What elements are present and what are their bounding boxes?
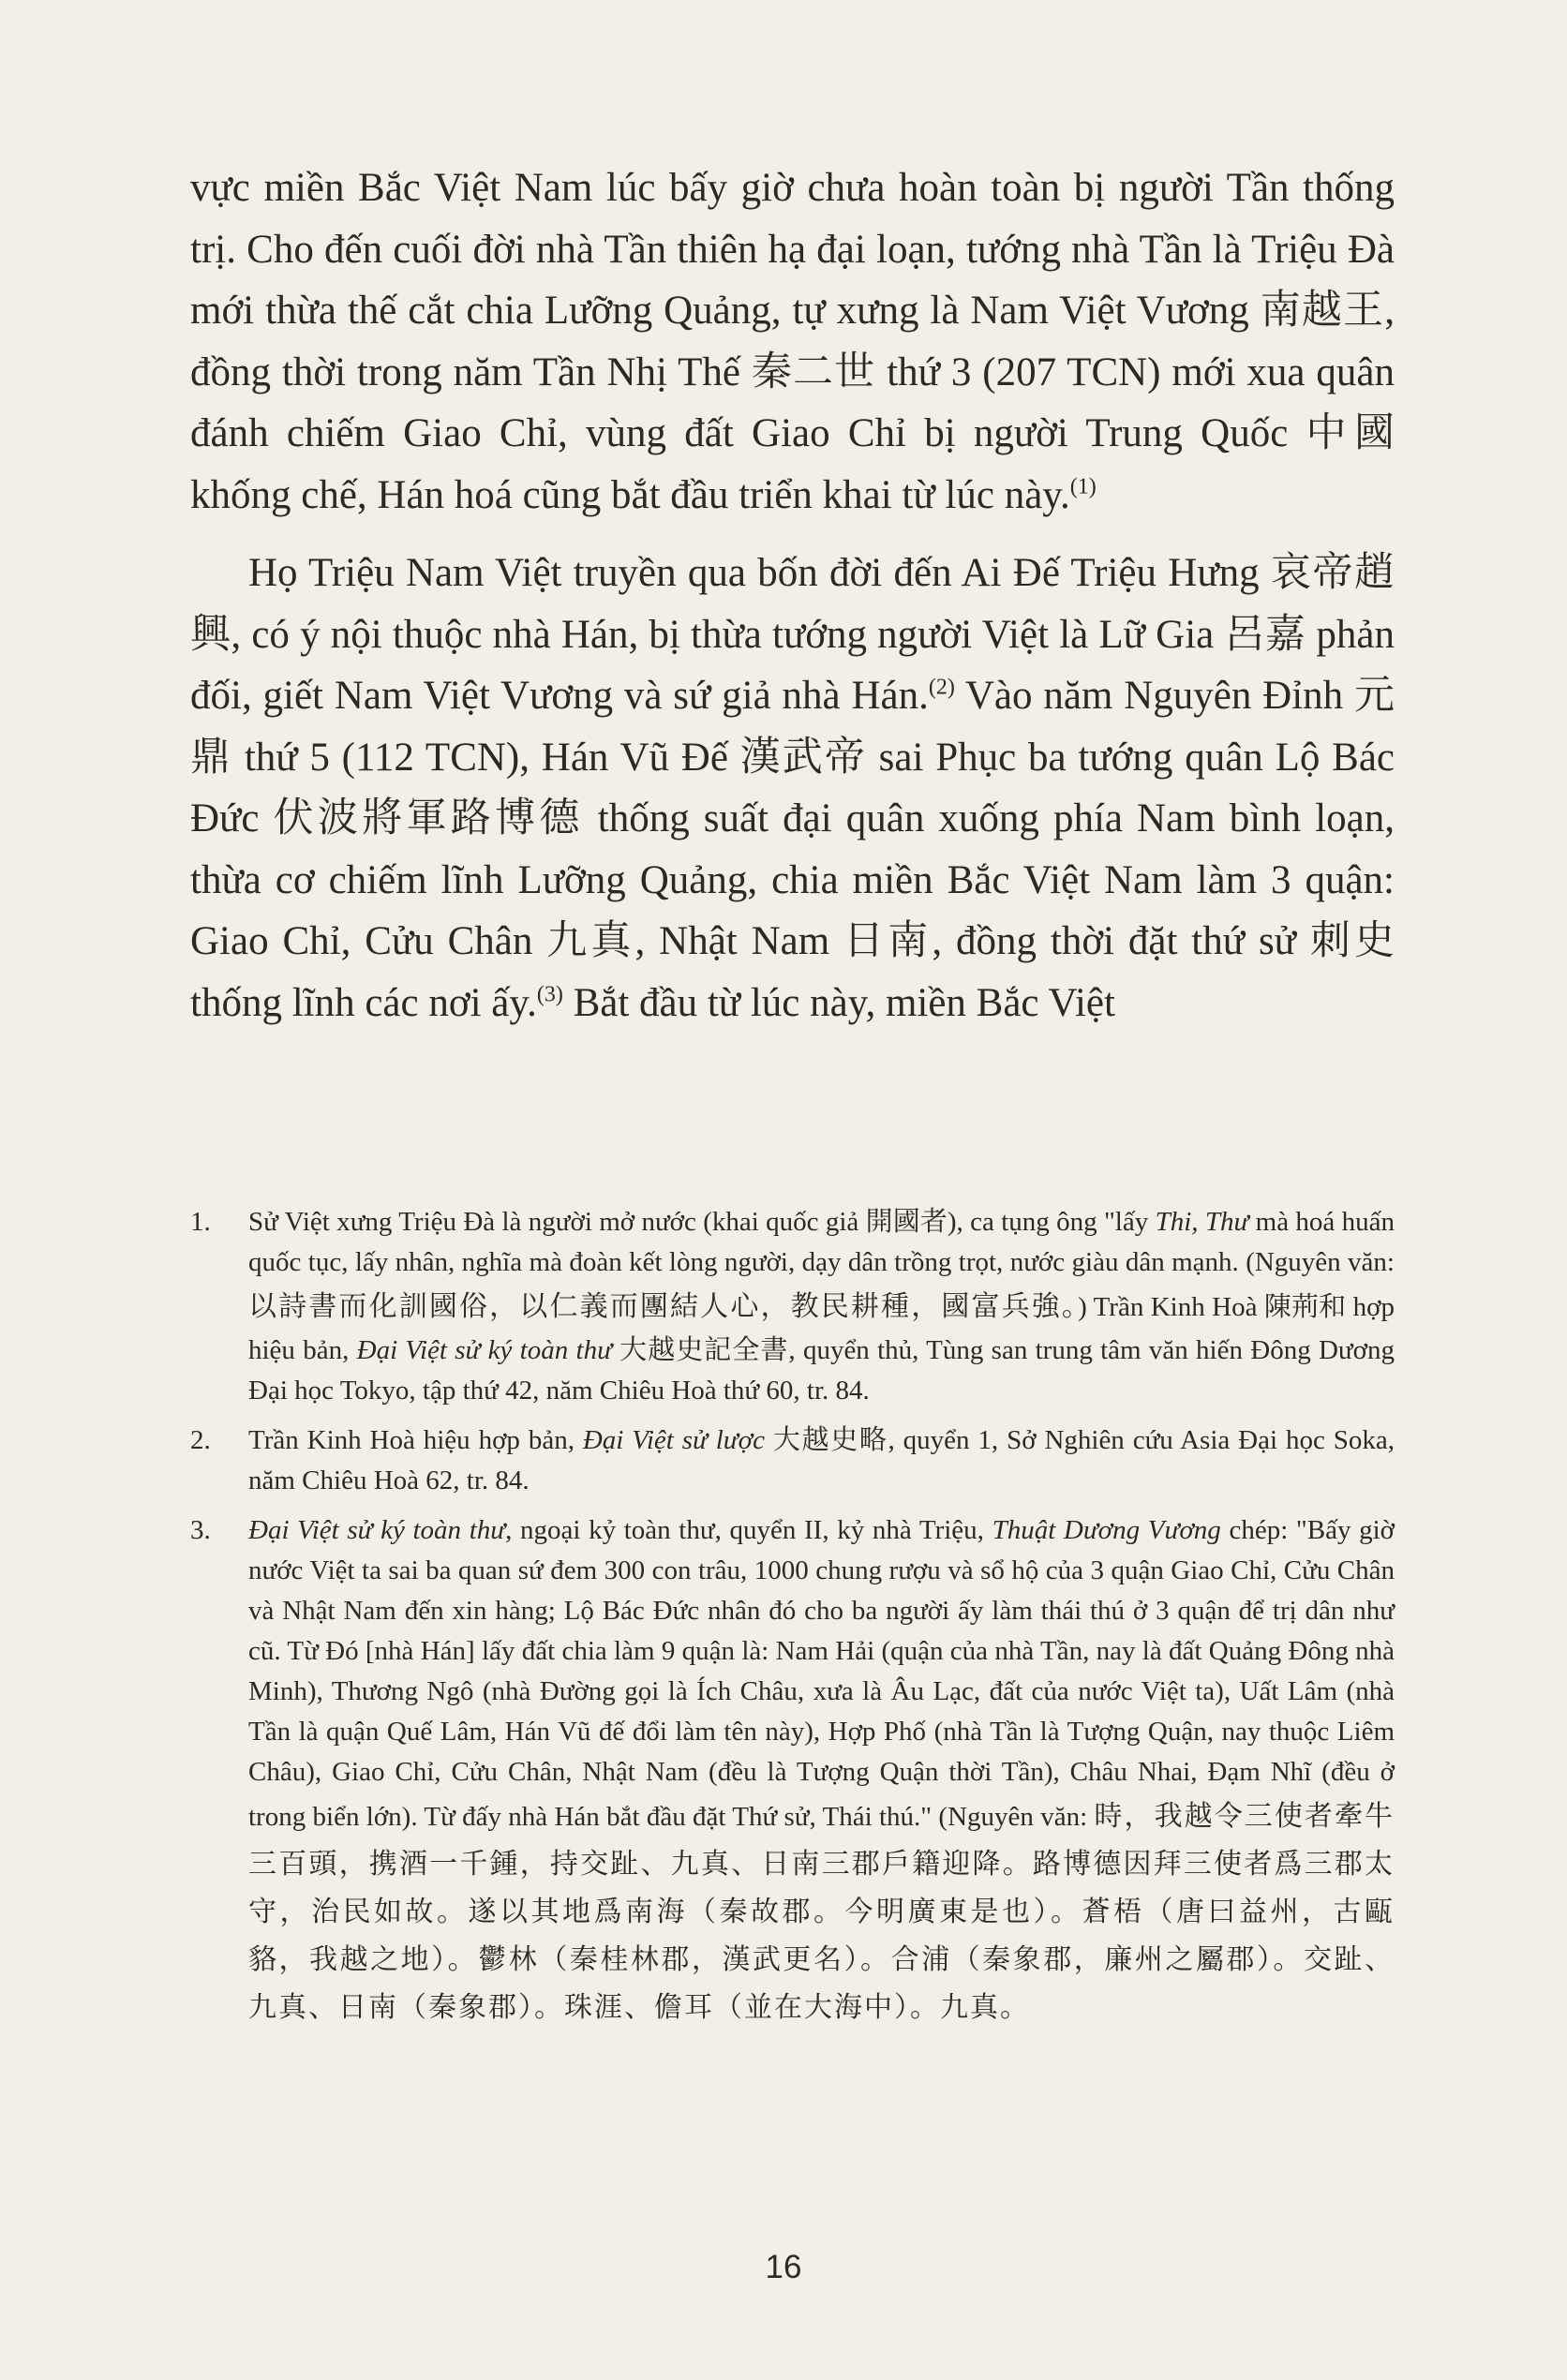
footnote-text: 大越史略, quyển 1, Sở Nghiên cứu Asia Đại học Soka, năm Chiêu Hoà 62, tr. 84. [248, 1425, 1395, 1495]
footnote-italic: Thuật Dương Vương [992, 1515, 1221, 1545]
paragraph-1 [190, 157, 1395, 526]
footnote-italic: Đại Việt sử lược [582, 1425, 765, 1455]
footnote-number: 2. [190, 1425, 211, 1455]
footnotes [190, 1202, 1395, 2041]
footnote-italic: Thi, Thư [1155, 1207, 1249, 1237]
footnote-ref-3: (3) [536, 982, 563, 1007]
footnote-text: Trần Kinh Hoà hiệu hợp bản, [248, 1425, 583, 1455]
footnote-1 [190, 1202, 1395, 1411]
footnote-text: 大越史記全書, quyển thủ, Tùng san trung tâm văn hiến Đông Dương Đại học Tokyo, tập thứ 42, năm Chiêu Hoà thứ 60, tr. 84. [248, 1335, 1395, 1406]
page-number: 16 [765, 2249, 802, 2285]
footnote-italic: Đại Việt sử ký toàn thư [248, 1515, 506, 1545]
footnote-number: 1. [190, 1207, 211, 1237]
footnote-text: , ngoại kỷ toàn thư, quyển II, kỷ nhà Triệu, [505, 1515, 992, 1545]
footnote-italic: Đại Việt sử ký toàn thư [356, 1335, 612, 1365]
footnote-original-text: 時，我越令三使者牽牛三百頭，携酒一千鍾，持交趾、九真、日南三郡戶籍迎降。路博德因拜三使者爲三郡太守，治民如故。遂以其地爲南海（秦故郡。今明廣東是也）。蒼梧（唐曰益州，古甌貉，我越之地）。鬱林（秦桂林郡，漢武更名）。合浦（秦象郡，廉州之屬郡）。交趾、九真、日南（秦象郡）。珠涯、儋耳（並在大海中）。九真。 [248, 1800, 1395, 2024]
paragraph-2 [190, 543, 1395, 1034]
footnote-text: chép: "Bấy giờ nước Việt ta sai ba quan sứ đem 300 con trâu, 1000 chung rượu và sổ hộ của 3 quận Giao Chỉ, Cửu Chân và Nhật Nam đến xin hàng; Lộ Bác Đức nhân đó cho ba người ấy làm thái thú ở 3 quận để trị dân như cũ. Từ Đó [nhà Hán] lấy đất chia làm 9 quận là: Nam Hải (quận của nhà Tần, nay là đất Quảng Đông nhà Minh), Thương Ngô (nhà Đường gọi là Ích Châu, xưa là Âu Lạc, đất của nước Việt ta), Uất Lâm (nhà Tần là quận Quế Lâm, Hán Vũ đế đổi làm tên này), Hợp Phố (nhà Tần là Tượng Quận, nay thuộc Liêm Châu), Giao Chỉ, Cửu Chân, Nhật Nam (đều là Tượng Quận thời Tần), Châu Nhai, Đạm Nhĩ (đều ở trong biển lớn). Từ đấy nhà Hán bắt đầu đặt Thứ sử, Thái thú." (Nguyên văn: [248, 1515, 1395, 1832]
footnote-3 [190, 1510, 1395, 2031]
main-text [190, 157, 1395, 1034]
footnote-text: ) Trần Kinh Hoà 陳荊和 hợp hiệu bản, [248, 1292, 1395, 1365]
footnote-number: 3. [190, 1515, 211, 1545]
footnote-ref-2: (2) [928, 675, 955, 700]
footnote-2 [190, 1421, 1395, 1501]
footnote-text: mà hoá huấn quốc tục, lấy nhân, nghĩa mà đoàn kết lòng người, dạy dân trồng trọt, nước giàu dân mạnh. (Nguyên văn: [248, 1207, 1395, 1277]
paragraph-2-text-c: Bắt đầu từ lúc này, miền Bắc Việt [562, 980, 1115, 1025]
footnote-ref-1: (1) [1069, 474, 1097, 499]
footnote-original-text: 以詩書而化訓國俗，以仁義而團結人心，教民耕種，國富兵強。 [248, 1290, 1079, 1323]
paragraph-2-text-a: Họ Triệu Nam Việt truyền qua bốn đời đến Ai Đế Triệu Hưng 哀帝趙興, có ý nội thuộc nhà Hán, bị thừa tướng người Việt là Lữ Gia 呂嘉 phản đối, giết Nam Việt Vương và sứ giả nhà Hán. [190, 551, 1395, 718]
footnote-text: Sử Việt xưng Triệu Đà là người mở nước (khai quốc giả 開國者), ca tụng ông "lấy [248, 1207, 1156, 1237]
paragraph-2-text-b: Vào năm Nguyên Đỉnh 元鼎 thứ 5 (112 TCN), Hán Vũ Đế 漢武帝 sai Phục ba tướng quân Lộ Bác Đức 伏波將軍路博德 thống suất đại quân xuống phía Nam bình loạn, thừa cơ chiếm lĩnh Lưỡng Quảng, chia miền Bắc Việt Nam làm 3 quận: Giao Chỉ, Cửu Chân 九真, Nhật Nam 日南, đồng thời đặt thứ sử 刺史 thống lĩnh các nơi ấy. [190, 674, 1395, 1025]
paragraph-1-text: vực miền Bắc Việt Nam lúc bấy giờ chưa hoàn toàn bị người Tần thống trị. Cho đến cuối đời nhà Tần thiên hạ đại loạn, tướng nhà Tần là Triệu Đà mới thừa thế cắt chia Lưỡng Quảng, tự xưng là Nam Việt Vương 南越王, đồng thời trong năm Tần Nhị Thế 秦二世 thứ 3 (207 TCN) mới xua quân đánh chiếm Giao Chỉ, vùng đất Giao Chỉ bị người Trung Quốc 中國 khống chế, Hán hoá cũng bắt đầu triển khai từ lúc này. [190, 166, 1395, 517]
